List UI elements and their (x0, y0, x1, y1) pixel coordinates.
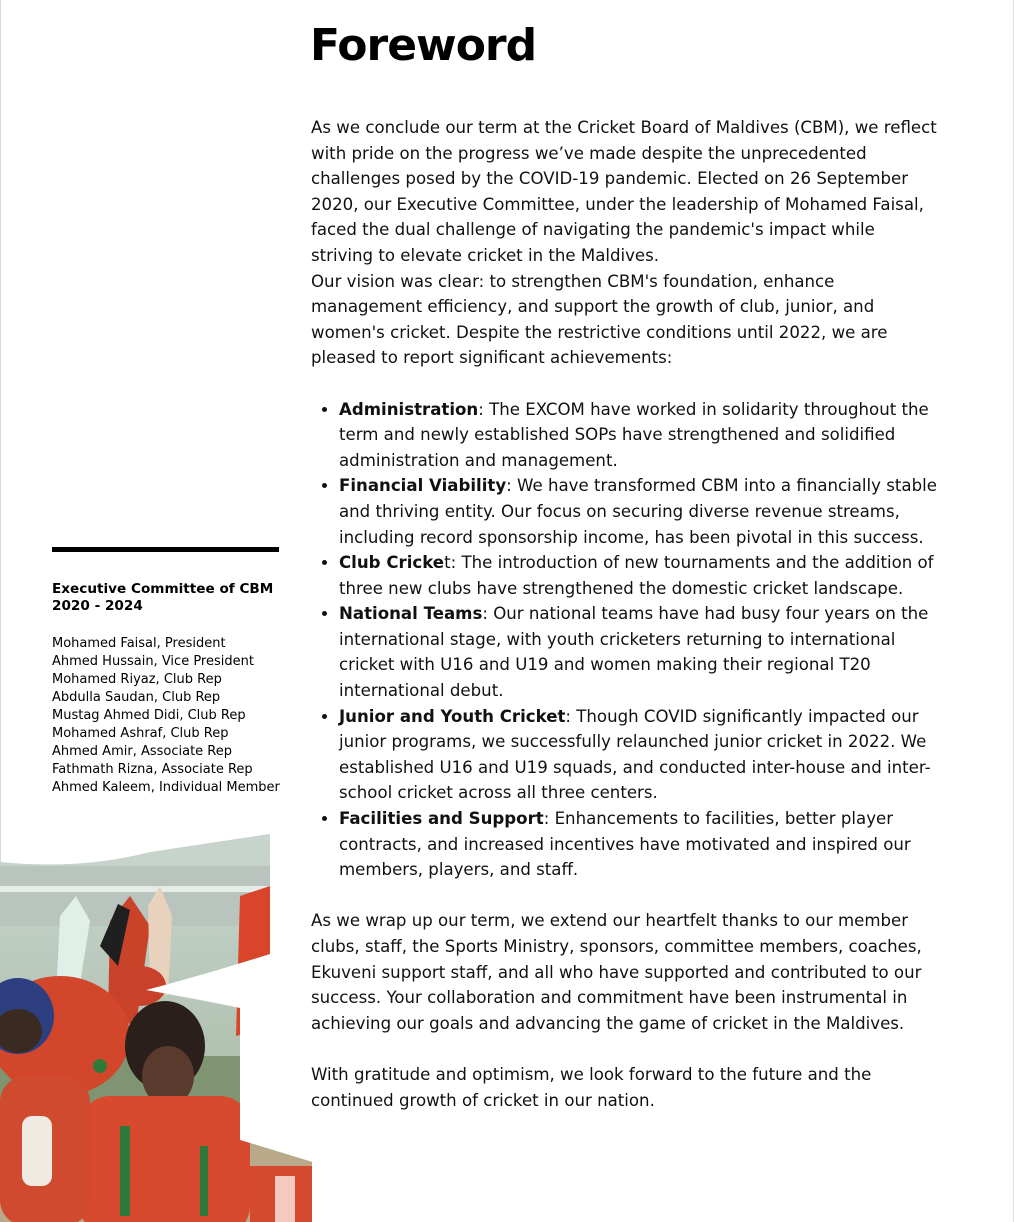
sidebar-divider (52, 547, 279, 552)
sidebar-heading-line: 2020 - 2024 (52, 598, 143, 614)
achievement-label: Administration (339, 399, 479, 419)
closing-paragraph-2: With gratitude and optimism, we look forward to the future and the continued growth of cricket in our nation. (311, 1064, 872, 1110)
achievement-label: Junior and Youth Cricket (339, 706, 566, 726)
achievements-list (311, 397, 941, 883)
list-item (339, 806, 941, 883)
committee-member: Mohamed Ashraf, Club Rep (52, 726, 229, 741)
committee-member: Mohamed Riyaz, Club Rep (52, 672, 222, 687)
committee-member: Mohamed Faisal, President (52, 636, 226, 651)
achievement-text: : We have transformed CBM into a financially stable and thriving entity. Our focus on securing diverse revenue streams, including record sponsorship income, has been pivotal in this success. (339, 476, 937, 547)
list-item (339, 601, 941, 703)
achievement-label: Facilities and Support (339, 809, 544, 829)
achievement-text: : Our national teams have had busy four years on the international stage, with youth cricketers returning to international cricket with U16 and U19 and women making their regional T20 international debut. (339, 604, 929, 701)
committee-member: Ahmed Kaleem, Individual Member (52, 780, 280, 795)
list-item (339, 473, 941, 550)
paragraph-gap (311, 1036, 941, 1062)
achievement-text: : Though COVID significantly impacted our junior programs, we successfully relaunched junior cricket in 2022. We established U16 and U19 squads, and conducted inter-house and inter-school cricket across all three centers. (339, 706, 931, 803)
executive-committee-sidebar (52, 547, 292, 797)
committee-member: Ahmed Amir, Associate Rep (52, 744, 233, 759)
achievement-text: : The EXCOM have worked in solidarity throughout the term and newly established SOPs have strengthened and solidified administration and management. (339, 399, 929, 470)
closing-paragraph-1: As we wrap up our term, we extend our heartfelt thanks to our member clubs, staff, the Sports Ministry, sponsors, committee members, coaches, Ekuveni support staff, and all who have supported and contributed to our success. Your collaboration and commitment have been instrumental in achieving our goals and advancing the game of cricket in the Maldives. (311, 911, 922, 1033)
intro-paragraph-1: As we conclude our term at the Cricket Board of Maldives (CBM), we reflect with pride on the progress we’ve made despite the unprecedented challenges posed by the COVID-19 pandemic. Elected on 26 September 2020, our Executive Committee, under the leadership of Mohamed Faisal, faced the dual challenge of navigating the pandemic's impact while striving to elevate cricket in the Maldives. (311, 118, 937, 265)
paragraph-gap (311, 371, 941, 397)
intro-paragraph-2: Our vision was clear: to strengthen CBM's foundation, enhance management efficiency, and support the growth of club, junior, and women's cricket. Despite the restrictive conditions until 2022, we are pleased to report significant achievements: (311, 271, 888, 368)
sidebar-heading-line: Executive Committee of CBM (52, 581, 274, 597)
committee-member: Fathmath Rizna, Associate Rep (52, 762, 253, 777)
committee-member: Abdulla Saudan, Club Rep (52, 690, 221, 705)
committee-member: Ahmed Hussain, Vice President (52, 654, 254, 669)
paragraph-gap (311, 883, 941, 909)
list-item (339, 704, 941, 806)
list-item (339, 397, 941, 474)
achievement-label: Financial Viability (339, 476, 507, 496)
page-title: Foreword (310, 20, 537, 71)
achievement-text: : Enhancements to facilities, better player contracts, and increased incentives have motivated and inspired our members, players, and staff. (339, 809, 911, 880)
committee-member: Mustag Ahmed Didi, Club Rep (52, 708, 246, 723)
team-celebration-photo (0, 826, 312, 1222)
achievement-text: t: The introduction of new tournaments and the addition of three new clubs have strengthened the domestic cricket landscape. (339, 553, 934, 598)
list-item (339, 550, 941, 601)
achievement-label: National Teams (339, 604, 483, 624)
sidebar-heading (52, 581, 292, 615)
foreword-body (311, 115, 941, 1113)
achievement-label: Club Cricke (339, 553, 445, 573)
committee-member-list (52, 635, 292, 797)
